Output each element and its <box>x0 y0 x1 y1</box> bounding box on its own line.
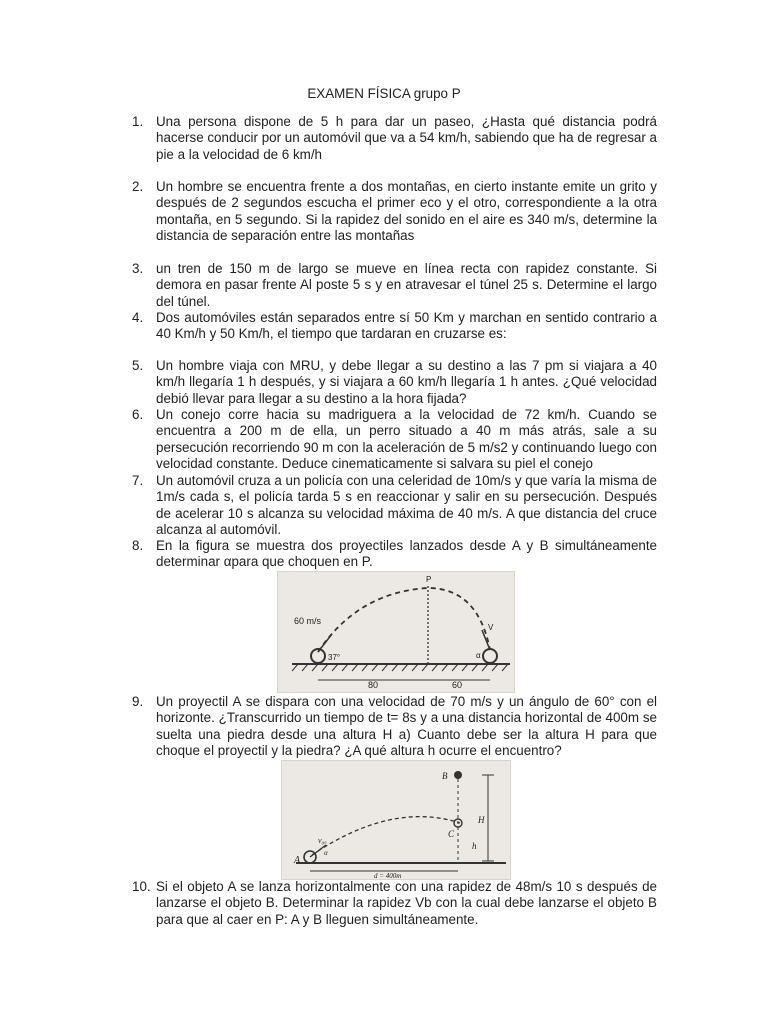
label-alpha: α <box>476 651 481 660</box>
question-10 <box>132 879 657 928</box>
question-7 <box>132 473 657 538</box>
question-text: Un hombre viaja con MRU, y debe llegar a su destino a las 7 pm si viajara a 40 km/h llegaría 1 h después, y si viajara a 60 km/h llegaría 1 h antes. ¿Qué velocidad debió llevar para llegar a su destino a la hora fijada? <box>156 358 657 406</box>
question-text: Una persona dispone de 5 h para dar un paseo, ¿Hasta qué distancia podrá hacerse conducir por un automóvil que va a 54 km/h, sabiendo que ha de regresar a pie a la velocidad de 6 km/h <box>156 114 657 162</box>
question-number: 2. <box>132 179 144 194</box>
label-a: A <box>294 855 301 866</box>
question-2 <box>132 179 657 244</box>
label-h-small: h <box>472 841 477 851</box>
label-c: C <box>448 829 455 839</box>
question-1 <box>132 114 657 163</box>
question-number: 5. <box>132 358 144 373</box>
question-text: Dos automóviles están separados entre sí 50 Km y marchan en sentido contrario a 40 Km/h y 50 Km/h, el tiempo que tardaran en cruzarse es: <box>156 310 657 342</box>
question-number: 6. <box>132 407 144 422</box>
question-number: 8. <box>132 538 144 553</box>
question-6 <box>132 407 657 472</box>
question-text: Un conejo corre hacia su madriguera a la velocidad de 72 km/h. Cuando se encuentra a 200 m de ella, un perro situado a 40 m más atrás, sale a su persecución recorriendo 90 m con la aceleración de 5 m/s2 y continuando luego con velocidad constante. Deduce cinematicamente si salvara su piel el conejo <box>156 407 657 471</box>
label-angle: 37° <box>328 653 341 662</box>
label-speed: 60 m/s <box>294 616 322 626</box>
figure-projectiles-ab <box>277 571 515 693</box>
question-text: Un automóvil cruza a un policía con una celeridad de 10m/s y que varía la misma de 1m/s cada s, el policía tarda 5 s en reaccionar y salir en su persecución. Después de acelerar 10 s alcanza su velocidad máxima de 40 m/s. A que distancia del cruce alcanza al automóvil. <box>156 473 657 537</box>
question-number: 7. <box>132 473 144 488</box>
label-h-big: H <box>478 815 485 825</box>
dist-right: 60 <box>452 680 463 690</box>
question-number: 3. <box>132 261 144 276</box>
question-text: Si el objeto A se lanza horizontalmente con una rapidez de 48m/s 10 s después de lanzarse el objeto B. Determinar la rapidez Vb con la cual debe lanzarse el objeto B para que al caer en P: A y B lleguen simultáneamente. <box>156 879 657 927</box>
label-p: P <box>426 575 432 584</box>
dist-left: 80 <box>368 680 379 690</box>
question-number: 10. <box>132 879 151 894</box>
label-angle: α <box>324 849 328 857</box>
question-text: Un proyectil A se dispara con una velocidad de 70 m/s y un ángulo de 60° con el horizonte. ¿Transcurrido un tiempo de t= 8s y a una distancia horizontal de 400m se suelta una piedra desde una altura H a) Cuanto debe ser la altura H para que choque el proyectil y la piedra? ¿A qué altura h ocurre el encuentro? <box>156 694 657 758</box>
question-number: 4. <box>132 310 144 325</box>
label-v: V <box>488 623 494 632</box>
question-text: En la figura se muestra dos proyectiles lanzados desde A y B simultáneamente determinar αpara que choquen en P. <box>156 538 657 570</box>
question-9 <box>132 694 657 759</box>
question-text: Un hombre se encuentra frente a dos montañas, en cierto instante emite un grito y después de 2 segundos escucha el primer eco y el otro, correspondiente a la otra montaña, en 5 segundo. Si la rapidez del sonido en el aire es 340 m/s, determine la distancia de separación entre las montañas <box>156 179 657 243</box>
question-3 <box>132 261 657 310</box>
question-4 <box>132 310 657 343</box>
question-text: un tren de 150 m de largo se mueve en línea recta con rapidez constante. Si demora en pasar frente Al poste 5 s y en atravesar el túnel 25 s. Determine el largo del túnel. <box>156 261 657 309</box>
question-number: 1. <box>132 114 144 129</box>
question-8 <box>132 538 657 571</box>
question-5 <box>132 358 657 407</box>
label-distance: d = 400m <box>374 872 402 879</box>
exam-title: EXAMEN FÍSICA grupo P <box>307 86 461 101</box>
label-v0: v₀ₐ <box>318 836 327 845</box>
label-b: B <box>442 771 448 781</box>
figure-projectile-stone <box>281 760 511 880</box>
question-number: 9. <box>132 694 144 709</box>
